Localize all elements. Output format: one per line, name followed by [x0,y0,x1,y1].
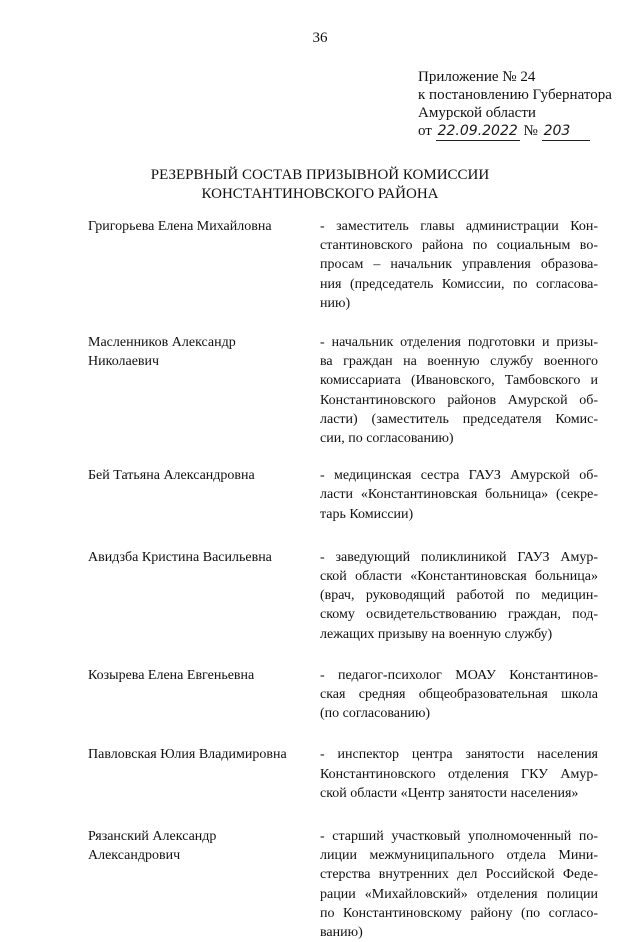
member-role: - педагог-психолог МОАУ Константинов- ская средняя общеобразовательная школа (по согласованию) [320,667,598,722]
member-role: - медицинская сестра ГАУЗ Амурской об- ласти «Константиновская больница» (секре- тарь Комиссии) [320,468,598,522]
appendix-date-number [418,122,612,141]
member-entry [88,666,608,724]
member-name: Павловская Юлия Владимировна [88,747,287,763]
member-entry [88,827,608,942]
member-entry [88,333,608,448]
members-list [88,217,608,942]
member-role: - инспектор центра занятости населения Константиновского отделения ГКУ Амур- ской области «Центр занятости населения» [320,747,598,801]
member-name: Григорьева Елена Михайловна [88,219,272,234]
member-entry [88,745,608,803]
member-entry [88,548,608,644]
title-line-1: РЕЗЕРВНЫЙ СОСТАВ ПРИЗЫВНОЙ КОМИССИИ [150,167,490,183]
member-role: - старший участковый уполномоченный по- лиции межмуниципального отдела Мини- стерства внутренних дел Российской Феде- рации «Михайловский» отделения полиции по Константиновскому району (по согласо- ванию) [320,829,598,941]
handwritten-date: 22.09.2022 [437,123,518,139]
appendix-block [418,68,612,141]
member-role: - заместитель главы администрации Кон- стантиновского района по социальным во- просам – начальник управления образова- ния (председатель Комиссии, по согласова- нию) [320,219,598,311]
date-prefix: от [418,123,432,139]
number-prefix: № [523,123,538,139]
member-role: - начальник отделения подготовки и призы- ва граждан на военную службу военного комиссариата (Ивановского, Тамбовского и Константиновского районов Амурской об- ласти) (заместитель председателя Комис- сии, по согласованию) [320,335,598,447]
document-title [0,166,640,204]
member-name: Рязанский Александр Александрович [88,829,217,864]
appendix-title: Приложение № 24 [418,69,536,85]
member-name: Козырева Елена Евгеньевна [88,667,255,683]
title-line-2: КОНСТАНТИНОВСКОГО РАЙОНА [201,186,439,202]
member-role: - заведующий поликлиникой ГАУЗ Амур- ской области «Константиновская больница» (врач, руководящий работой по медицин- скому освидетельствованию граждан, под- лежащих призыву на военную службу) [320,549,598,642]
handwritten-number: 203 [542,122,590,141]
appendix-reference: к постановлению Губернатора [418,87,612,103]
page-number: 36 [312,30,328,46]
member-entry [88,217,608,313]
member-name: Масленников Александр Николаевич [88,335,236,370]
member-name: Авидзба Кристина Васильевна [88,549,272,565]
member-entry [88,466,608,524]
member-name: Бей Татьяна Александровна [88,468,255,484]
appendix-region: Амурской области [418,105,536,121]
